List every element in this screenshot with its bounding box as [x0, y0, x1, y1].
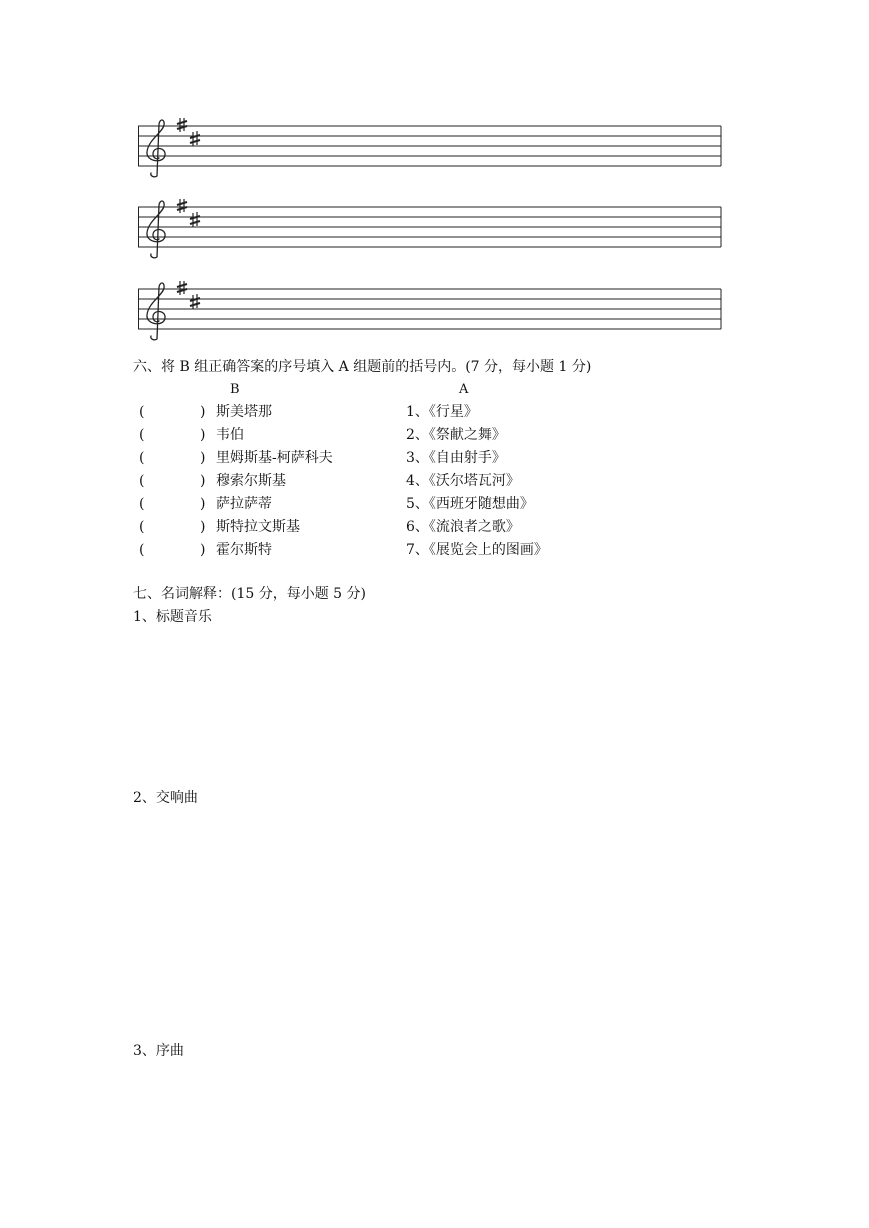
- answer-paren-close: ): [200, 427, 206, 443]
- section-7-title: 七、名词解释：(15 分，每小题 5 分): [133, 586, 366, 602]
- composer-name: 斯特拉文斯基: [216, 519, 300, 535]
- composer-name: 穆索尔斯基: [216, 473, 286, 489]
- answer-paren-open: (: [139, 542, 145, 558]
- staff-drawing: [138, 118, 723, 182]
- composer-name: 萨拉萨蒂: [216, 496, 272, 512]
- answer-paren-open: (: [139, 519, 145, 535]
- treble-clef-icon: [147, 120, 165, 177]
- staff-drawing: [138, 281, 723, 345]
- sharp-icon: [190, 212, 200, 227]
- work-title: 4、《沃尔塔瓦河》: [406, 473, 520, 489]
- section-6-title: 六、将 B 组正确答案的序号填入 A 组题前的括号内。(7 分，每小题 1 分): [133, 359, 592, 375]
- answer-paren-close: ): [200, 519, 206, 535]
- composer-name: 霍尔斯特: [216, 542, 272, 558]
- answer-paren-open: (: [139, 404, 145, 420]
- answer-paren-open: (: [139, 473, 145, 489]
- work-title: 5、《西班牙随想曲》: [406, 496, 534, 512]
- composer-name: 斯美塔那: [216, 404, 272, 420]
- term-label: 3、序曲: [133, 1043, 184, 1059]
- composer-name: 里姆斯基-柯萨科夫: [216, 450, 333, 466]
- work-title: 2、《祭献之舞》: [406, 427, 506, 443]
- answer-paren-open: (: [139, 496, 145, 512]
- column-b-header: B: [230, 382, 240, 397]
- work-title: 3、《自由射手》: [406, 450, 506, 466]
- music-staff: [138, 281, 723, 345]
- music-staff: [138, 199, 723, 263]
- answer-paren-close: ): [200, 404, 206, 420]
- answer-paren-close: ): [200, 473, 206, 489]
- term-label: 2、交响曲: [133, 790, 198, 806]
- sharp-icon: [190, 131, 200, 146]
- answer-paren-close: ): [200, 450, 206, 466]
- treble-clef-icon: [147, 201, 165, 258]
- treble-clef-icon: [147, 283, 165, 340]
- sharp-icon: [177, 199, 187, 213]
- answer-paren-open: (: [139, 427, 145, 443]
- work-title: 6、《流浪者之歌》: [406, 519, 520, 535]
- sharp-icon: [190, 294, 200, 309]
- term-label: 1、标题音乐: [133, 609, 212, 625]
- work-title: 1、《行星》: [406, 404, 478, 420]
- answer-paren-open: (: [139, 450, 145, 466]
- music-staff: [138, 118, 723, 182]
- work-title: 7、《展览会上的图画》: [406, 542, 548, 558]
- answer-paren-close: ): [200, 542, 206, 558]
- staff-drawing: [138, 199, 723, 263]
- sharp-icon: [177, 118, 187, 132]
- sharp-icon: [177, 281, 187, 295]
- answer-paren-close: ): [200, 496, 206, 512]
- composer-name: 韦伯: [216, 427, 244, 443]
- column-a-header: A: [459, 382, 469, 397]
